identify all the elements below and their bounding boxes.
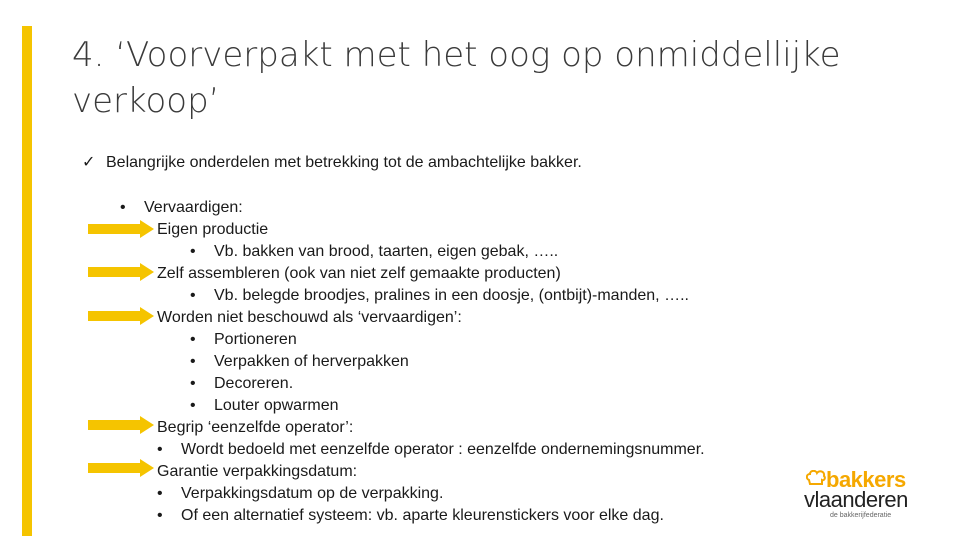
arrow-right-icon	[88, 307, 154, 325]
bullet: •	[120, 199, 126, 216]
logo-tagline: de bakkerijfederatie	[830, 512, 892, 519]
list-item-begrip	[157, 418, 353, 438]
arrow-right-icon	[88, 459, 154, 477]
list-item-text: Louter opwarmen	[214, 397, 339, 414]
list-item-text: Garantie verpakkingsdatum:	[157, 463, 358, 480]
list-item-worden-niet	[157, 308, 462, 328]
list-item-alternatief	[157, 506, 664, 526]
list-item-text: Decoreren.	[214, 375, 294, 392]
bullet: •	[190, 243, 196, 260]
bullet: •	[157, 441, 163, 458]
check-text: Belangrijke onderdelen met betrekking tot de ambachtelijke bakker.	[106, 154, 582, 171]
list-item-eigen-productie	[157, 220, 268, 240]
bullet: •	[190, 375, 196, 392]
list-item-portioneren	[190, 330, 297, 350]
list-item-zelf-assembleren	[157, 264, 561, 284]
list-item-text: Zelf assembleren (ook van niet zelf gemaakte producten)	[157, 265, 561, 282]
bullet: •	[190, 353, 196, 370]
list-item-wordt-bedoeld	[157, 440, 705, 460]
logo-text-bakkers: bakkers	[826, 467, 906, 492]
checkmark-icon: ✓	[82, 154, 96, 171]
list-item-text: Of een alternatief systeem: vb. aparte kleurenstickers voor elke dag.	[181, 507, 664, 524]
logo-text-vlaanderen: vlaanderen	[804, 487, 908, 512]
list-item-text: Verpakkingsdatum op de verpakking.	[181, 485, 444, 502]
slide-title	[72, 32, 932, 124]
chef-hat-icon	[806, 470, 826, 486]
list-item-decoreren	[190, 374, 293, 394]
bullet: •	[190, 287, 196, 304]
check-item	[82, 152, 582, 174]
accent-bar	[22, 26, 32, 536]
list-item-garantie	[157, 462, 357, 482]
list-item-vb-bakken	[190, 242, 558, 262]
list-item-text: Worden niet beschouwd als ‘vervaardigen’:	[157, 309, 462, 326]
bullet: •	[157, 507, 163, 524]
title-line-1: 4. ‘Voorverpakt met het oog op onmiddellijke	[72, 35, 841, 75]
list-item-text: Vb. bakken van brood, taarten, eigen gebak, …..	[214, 243, 559, 260]
list-item-text: Portioneren	[214, 331, 297, 348]
list-item-text: Begrip ‘eenzelfde operator’:	[157, 419, 354, 436]
bakkers-vlaanderen-logo	[800, 468, 936, 528]
list-item-louter	[190, 396, 339, 416]
arrow-right-icon	[88, 220, 154, 238]
bullet: •	[190, 331, 196, 348]
arrow-right-icon	[88, 416, 154, 434]
list-item-vb-belegde	[190, 286, 689, 306]
list-item-text: Wordt bedoeld met eenzelfde operator : eenzelfde ondernemingsnummer.	[181, 441, 705, 458]
list-item-vervaardigen	[120, 198, 243, 218]
arrow-right-icon	[88, 263, 154, 281]
title-line-2: verkoop’	[72, 81, 220, 121]
list-item-verpakken	[190, 352, 409, 372]
bullet: •	[157, 485, 163, 502]
list-item-text: Verpakken of herverpakken	[214, 353, 409, 370]
list-item-text: Vervaardigen:	[144, 199, 243, 216]
list-item-text: Eigen productie	[157, 221, 269, 238]
list-item-verpakkingsdatum	[157, 484, 443, 504]
list-item-text: Vb. belegde broodjes, pralines in een doosje, (ontbijt)-manden, …..	[214, 287, 689, 304]
bullet: •	[190, 397, 196, 414]
